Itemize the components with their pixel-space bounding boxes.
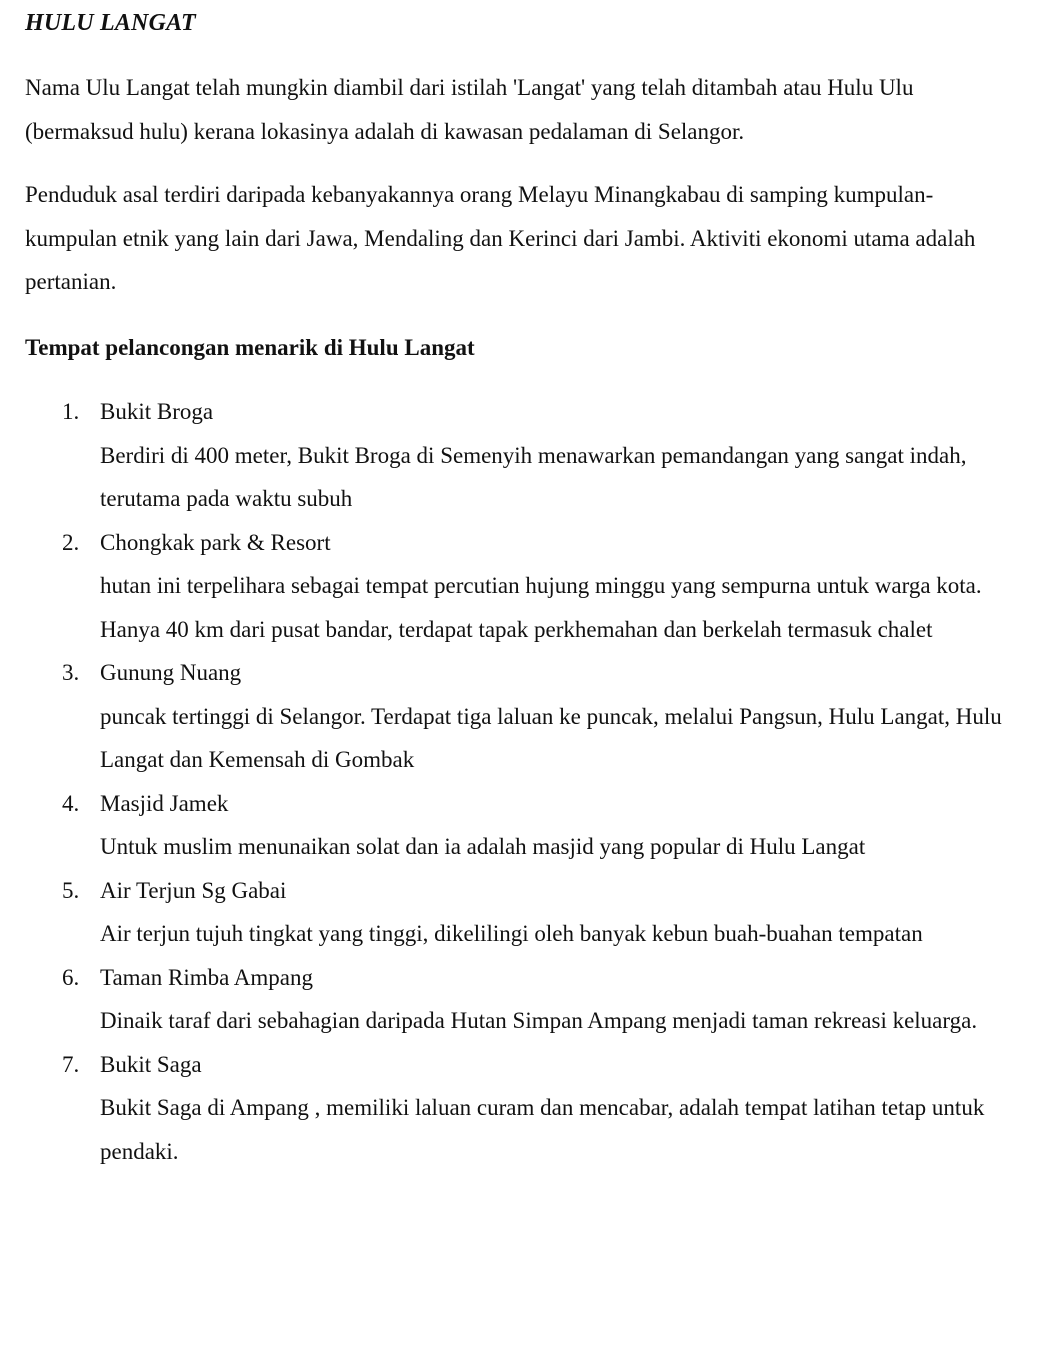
- place-description: Air terjun tujuh tingkat yang tinggi, dikelilingi oleh banyak kebun buah-buahan tempatan: [100, 921, 923, 946]
- list-item-number: 1.: [62, 399, 80, 424]
- place-name: Masjid Jamek: [100, 790, 229, 816]
- intro-paragraph: Nama Ulu Langat telah mungkin diambil dari istilah 'Langat' yang telah ditambah atau Hulu Ulu (bermaksud hulu) kerana lokasinya adalah di kawasan pedalaman di Selangor.: [25, 75, 914, 144]
- place-description: Untuk muslim menunaikan solat dan ia adalah masjid yang popular di Hulu Langat: [100, 834, 866, 859]
- place-name: Air Terjun Sg Gabai: [100, 877, 287, 903]
- place-name: Bukit Saga: [100, 1051, 202, 1077]
- list-item: [0, 782, 1062, 869]
- list-item: [0, 521, 1062, 652]
- place-description: puncak tertinggi di Selangor. Terdapat tiga laluan ke puncak, melalui Pangsun, Hulu Langat, Hulu Langat dan Kemensah di Gombak: [100, 703, 1002, 772]
- list-item: [0, 956, 1062, 1043]
- list-item: [0, 1043, 1062, 1174]
- places-heading: Tempat pelancongan menarik di Hulu Langat: [25, 335, 475, 360]
- place-name: Gunung Nuang: [100, 660, 242, 685]
- list-item-number: 5.: [62, 877, 80, 903]
- list-item-number: 3.: [62, 660, 80, 685]
- list-item-number: 7.: [62, 1051, 80, 1077]
- place-name: Bukit Broga: [100, 399, 214, 424]
- place-description: Bukit Saga di Ampang , memiliki laluan curam dan mencabar, adalah tempat latihan tetap untuk pendaki.: [100, 1095, 985, 1164]
- list-item-number: 2.: [62, 529, 80, 555]
- place-description: hutan ini terpelihara sebagai tempat percutian hujung minggu yang sempurna untuk warga kota. Hanya 40 km dari pusat bandar, terdapat tapak perkhemahan dan berkelah termasuk chalet: [100, 573, 982, 642]
- population-paragraph: Penduduk asal terdiri daripada kebanyakannya orang Melayu Minangkabau di samping kumpulan-kumpulan etnik yang lain dari Jawa, Mendaling dan Kerinci dari Jambi. Aktiviti ekonomi utama adalah pertanian.: [25, 182, 976, 294]
- list-item: [0, 390, 1062, 521]
- places-list: [0, 390, 1062, 1173]
- list-item-number: 6.: [62, 964, 80, 990]
- list-item: [0, 651, 1062, 782]
- document-title: HULU LANGAT: [25, 10, 196, 36]
- place-name: Taman Rimba Ampang: [100, 964, 314, 990]
- place-description: Dinaik taraf dari sebahagian daripada Hutan Simpan Ampang menjadi taman rekreasi keluarga.: [100, 1008, 978, 1033]
- list-item: [0, 869, 1062, 956]
- place-description: Berdiri di 400 meter, Bukit Broga di Semenyih menawarkan pemandangan yang sangat indah, terutama pada waktu subuh: [100, 442, 967, 511]
- place-name: Chongkak park & Resort: [100, 529, 331, 555]
- list-item-number: 4.: [62, 790, 80, 816]
